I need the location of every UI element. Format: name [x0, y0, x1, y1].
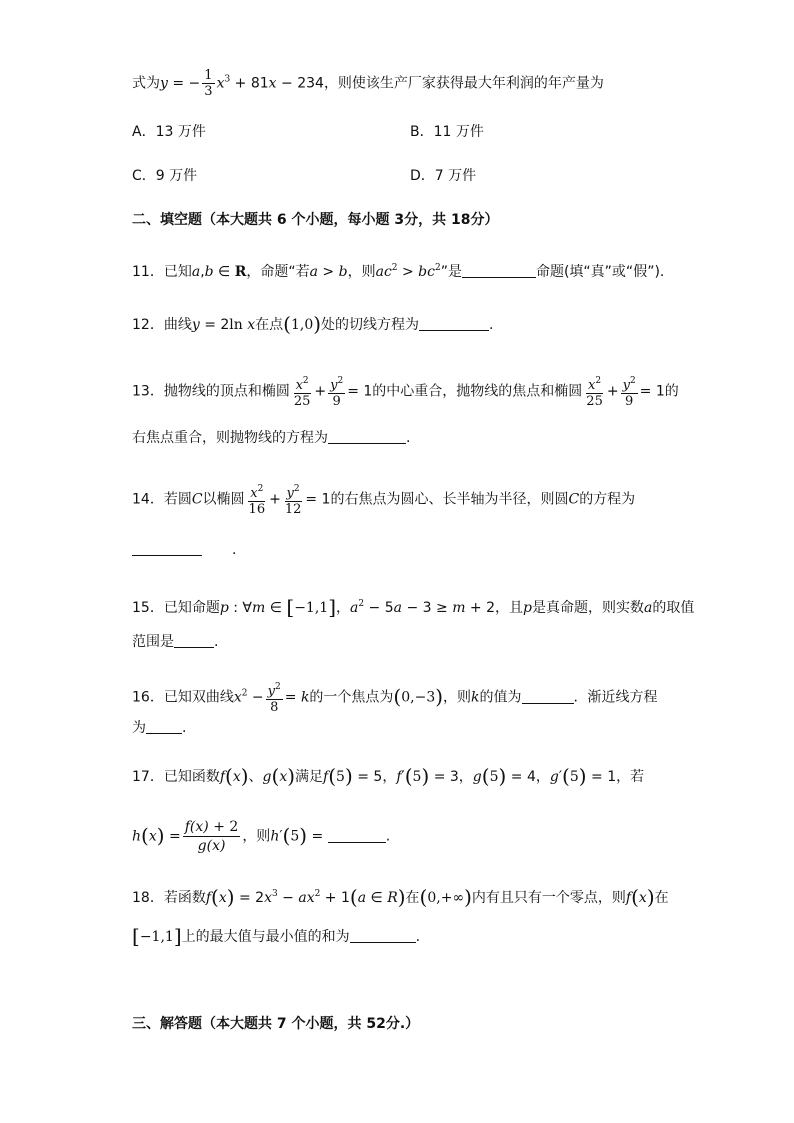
- question-17-line2: h(x) = $\frac{f(x) + 2}{g(x)}$ ，则h′(5) = .: [132, 819, 391, 854]
- answer-blank[interactable]: [328, 828, 386, 843]
- option-d: D．7 万件: [410, 168, 477, 184]
- option-a: A．13 万件: [132, 124, 206, 140]
- question-12: 12．曲线y = 2ln x在点(1,0)处的切线方程为 .: [132, 312, 494, 336]
- option-b: B．11 万件: [410, 124, 484, 140]
- question-16-line2: 为 .: [132, 720, 187, 736]
- fraction: $\frac{1}{3}$: [204, 68, 213, 99]
- answer-blank[interactable]: [132, 541, 202, 556]
- question-11: 11．已知a,b ∈ R，命题“若a > b，则$ac^2 > bc^2$”是 命题(填“真”或“假”).: [132, 263, 665, 280]
- question-14-line2: .: [132, 540, 236, 560]
- answer-blank[interactable]: [174, 633, 214, 648]
- question-13: 13．抛物线的顶点和椭圆 $\frac{x^2}{25}$ + $\frac{y^2}{9}$ = 1的中心重合，抛物线的焦点和椭圆 $\frac{x^2}{25}$ + $\frac{y^2}{9}$ = 1的: [132, 376, 679, 409]
- answer-blank[interactable]: [146, 719, 182, 734]
- question-14: 14．若圆C以椭圆 $\frac{x^2}{16}$ + $\frac{y^2}{12}$ = 1的右焦点为圆心、长半轴为半径，则圆C的方程为: [132, 484, 636, 517]
- answer-blank[interactable]: [328, 429, 406, 444]
- question-18-line2: [−1,1]上的最大值与最小值的和为 .: [132, 924, 421, 948]
- section-3-title: 三、解答题（本大题共 7 个小题，共 52分.）: [132, 1016, 420, 1032]
- answer-blank[interactable]: [350, 928, 416, 943]
- question-17: 17．已知函数f(x)、g(x)满足f(5) = 5，f′(5) = 3，g(5) = 4，g′(5) = 1，若: [132, 764, 645, 788]
- question-18: 18．若函数$f(x) = 2x^3 - ax^2 + 1(a$ ∈ R)在(0,+∞)内有且只有一个零点，则f(x)在: [132, 885, 669, 909]
- question-15: 15．已知命题p : ∀m ∈ [−1,1]，$a^2 - 5a - 3 \ge m + 2$，且p是真命题，则实数a的取值: [132, 595, 695, 619]
- section-2-title: 二、填空题（本大题共 6 个小题，每小题 3分，共 18分）: [132, 212, 499, 228]
- question-15-line2: 范围是 .: [132, 634, 219, 650]
- answer-blank[interactable]: [419, 316, 489, 331]
- option-c: C．9 万件: [132, 168, 198, 184]
- question-13-line2: 右焦点重合，则抛物线的方程为 .: [132, 430, 411, 446]
- question-16: 16．已知双曲线$x^2$ − $\frac{y^2}{8}$ = k的一个焦点为(0,−3)，则k的值为 ．渐近线方程: [132, 682, 658, 715]
- q10-stem: 式为y = − $\frac{1}{3}$ $x^3 + 81x - 234$，则使该生产厂家获得最大年利润的年产量为: [132, 68, 604, 99]
- answer-blank[interactable]: [462, 263, 536, 278]
- answer-blank[interactable]: [522, 689, 574, 704]
